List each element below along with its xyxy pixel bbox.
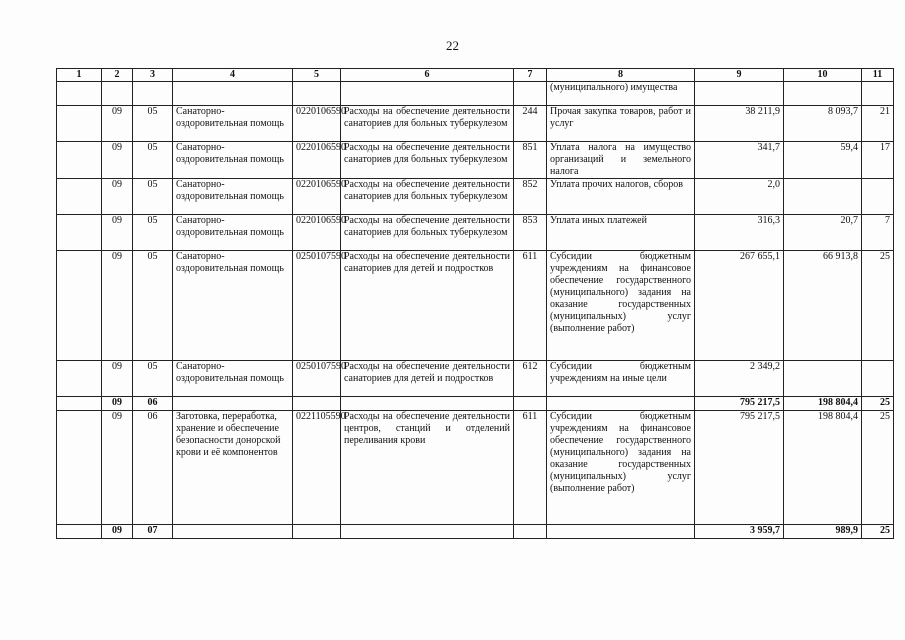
plan-amount-cell: 2,0 [695,179,784,215]
target-article-cell: 0220106590 [293,106,341,142]
column-header-10: 10 [784,69,862,82]
column-header-6: 6 [341,69,514,82]
table-header [57,69,894,82]
table-row [57,251,894,361]
subsection-cell: 06 [133,397,173,411]
target-description-cell: Расходы на обеспечение деятельности санаториев для детей и подростков [341,251,514,361]
section-cell: 09 [102,142,133,179]
subsection-cell: 05 [133,251,173,361]
col-1-cell [57,411,102,525]
table-row [57,106,894,142]
purpose-cell [173,82,293,106]
target-description-cell: Расходы на обеспечение деятельности санаториев для больных туберкулезом [341,142,514,179]
target-description-cell [341,397,514,411]
subsection-cell: 06 [133,411,173,525]
expense-type-cell: 611 [514,411,547,525]
section-cell: 09 [102,361,133,397]
column-header-7: 7 [514,69,547,82]
purpose-cell: Санаторно-оздоровительная помощь [173,106,293,142]
expense-description-cell: Субсидии бюджетным учреждениям на финансовое обеспечение государственного (муниципального) задания на оказание государственных (муниципальных) услуг (выполнение работ) [547,411,695,525]
expense-description-cell [547,397,695,411]
col-1-cell [57,525,102,539]
target-description-cell: Расходы на обеспечение деятельности центров, станций и отделений переливания крови [341,411,514,525]
execution-amount-cell: 989,9 [784,525,862,539]
purpose-cell [173,397,293,411]
column-header-2: 2 [102,69,133,82]
table-row [57,397,894,411]
execution-amount-cell [784,82,862,106]
execution-amount-cell [784,361,862,397]
expense-description-cell: Прочая закупка товаров, работ и услуг [547,106,695,142]
expense-description-cell [547,525,695,539]
column-header-4: 4 [173,69,293,82]
purpose-cell: Санаторно-оздоровительная помощь [173,179,293,215]
table-row [57,179,894,215]
purpose-cell: Санаторно-оздоровительная помощь [173,215,293,251]
expense-description-cell: Субсидии бюджетным учреждениям на финансовое обеспечение государственного (муниципального) задания на оказание государственных (муниципальных) услуг (выполнение работ) [547,251,695,361]
table-row [57,82,894,106]
target-description-cell [341,525,514,539]
percent-cell: 25 [862,525,894,539]
target-article-cell: 0220106590 [293,179,341,215]
subsection-cell: 05 [133,142,173,179]
percent-cell [862,179,894,215]
purpose-cell: Санаторно-оздоровительная помощь [173,251,293,361]
col-1-cell [57,106,102,142]
col-1-cell [57,361,102,397]
target-article-cell: 0250107590 [293,361,341,397]
percent-cell: 21 [862,106,894,142]
expense-type-cell: 612 [514,361,547,397]
expense-description-cell: Субсидии бюджетным учреждениям на иные цели [547,361,695,397]
table-row [57,411,894,525]
percent-cell: 17 [862,142,894,179]
expense-description-cell: Уплата иных платежей [547,215,695,251]
column-header-11: 11 [862,69,894,82]
plan-amount-cell: 795 217,5 [695,411,784,525]
subsection-cell: 05 [133,179,173,215]
target-article-cell: 0221105590 [293,411,341,525]
column-header-9: 9 [695,69,784,82]
target-article-cell: 0250107590 [293,251,341,361]
column-header-3: 3 [133,69,173,82]
plan-amount-cell: 267 655,1 [695,251,784,361]
table-body [57,82,894,539]
target-description-cell: Расходы на обеспечение деятельности санаториев для детей и подростков [341,361,514,397]
target-description-cell: Расходы на обеспечение деятельности санаториев для больных туберкулезом [341,106,514,142]
purpose-cell [173,525,293,539]
target-description-cell: Расходы на обеспечение деятельности санаториев для больных туберкулезом [341,179,514,215]
section-cell: 09 [102,411,133,525]
percent-cell: 25 [862,251,894,361]
expense-description-cell: (муниципального) имущества [547,82,695,106]
target-article-cell [293,82,341,106]
expense-type-cell: 851 [514,142,547,179]
subsection-cell: 05 [133,215,173,251]
column-header-1: 1 [57,69,102,82]
plan-amount-cell [695,82,784,106]
execution-amount-cell: 198 804,4 [784,411,862,525]
plan-amount-cell: 341,7 [695,142,784,179]
plan-amount-cell: 3 959,7 [695,525,784,539]
budget-table [56,68,894,539]
percent-cell [862,82,894,106]
subsection-cell: 05 [133,361,173,397]
execution-amount-cell: 198 804,4 [784,397,862,411]
subsection-cell: 05 [133,106,173,142]
expense-description-cell: Уплата налога на имущество организаций и земельного налога [547,142,695,179]
col-1-cell [57,397,102,411]
table-row [57,142,894,179]
col-1-cell [57,179,102,215]
expense-description-cell: Уплата прочих налогов, сборов [547,179,695,215]
percent-cell: 25 [862,397,894,411]
execution-amount-cell: 20,7 [784,215,862,251]
execution-amount-cell [784,179,862,215]
plan-amount-cell: 795 217,5 [695,397,784,411]
percent-cell: 25 [862,411,894,525]
plan-amount-cell: 316,3 [695,215,784,251]
expense-type-cell: 853 [514,215,547,251]
section-cell: 09 [102,251,133,361]
plan-amount-cell: 2 349,2 [695,361,784,397]
expense-type-cell [514,82,547,106]
plan-amount-cell: 38 211,9 [695,106,784,142]
page-number: 22 [446,38,459,53]
column-header-5: 5 [293,69,341,82]
purpose-cell: Заготовка, переработка, хранение и обеспечение безопасности донорской крови и её компонентов [173,411,293,525]
col-1-cell [57,142,102,179]
target-article-cell [293,397,341,411]
purpose-cell: Санаторно-оздоровительная помощь [173,361,293,397]
table-row [57,361,894,397]
target-article-cell: 0220106590 [293,215,341,251]
section-cell: 09 [102,106,133,142]
section-cell: 09 [102,525,133,539]
expense-type-cell: 852 [514,179,547,215]
table-row [57,215,894,251]
section-cell: 09 [102,215,133,251]
col-1-cell [57,82,102,106]
percent-cell: 7 [862,215,894,251]
target-description-cell: Расходы на обеспечение деятельности санаториев для больных туберкулезом [341,215,514,251]
column-header-8: 8 [547,69,695,82]
target-article-cell [293,525,341,539]
target-article-cell: 0220106590 [293,142,341,179]
subsection-cell [133,82,173,106]
section-cell [102,82,133,106]
expense-type-cell: 244 [514,106,547,142]
expense-type-cell [514,397,547,411]
expense-type-cell: 611 [514,251,547,361]
col-1-cell [57,215,102,251]
execution-amount-cell: 66 913,8 [784,251,862,361]
subsection-cell: 07 [133,525,173,539]
execution-amount-cell: 59,4 [784,142,862,179]
percent-cell [862,361,894,397]
target-description-cell [341,82,514,106]
expense-type-cell [514,525,547,539]
col-1-cell [57,251,102,361]
execution-amount-cell: 8 093,7 [784,106,862,142]
purpose-cell: Санаторно-оздоровительная помощь [173,142,293,179]
header-row [57,69,894,82]
section-cell: 09 [102,179,133,215]
section-cell: 09 [102,397,133,411]
table-row [57,525,894,539]
